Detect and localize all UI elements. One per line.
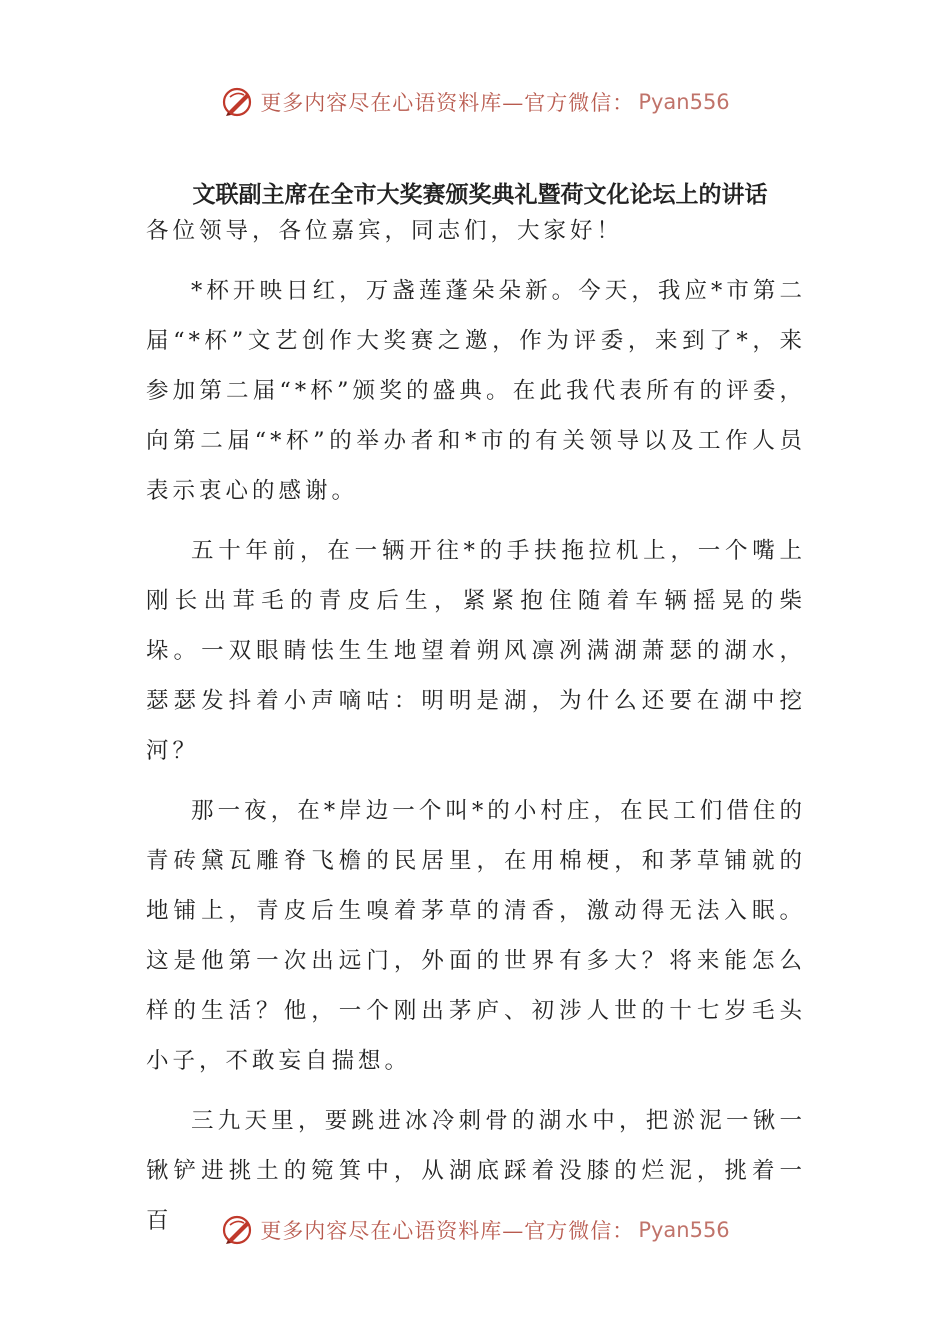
document-title: 文联副主席在全市大奖赛颁奖典礼暨荷文化论坛上的讲话: [192, 181, 768, 208]
pen-logo-icon: [220, 85, 254, 119]
banner-text: 更多内容尽在心语资料库—官方微信：: [260, 91, 635, 115]
pen-logo-icon: [220, 1213, 254, 1247]
paragraph: 三九天里，要跳进冰冷刺骨的湖水中，把淤泥一锹一锹铲进挑土的箢箕中，从湖底踩着没膝的烂泥，挑着一百: [146, 1108, 806, 1234]
paragraph: 那一夜，在*岸边一个叫*的小村庄，在民工们借住的青砖黛瓦雕脊飞檐的民居里，在用棉梗，和茅草铺就的地铺上，青皮后生嗅着茅草的清香，激动得无法入眠。这是他第一次出远门，外面的世界有多大？将来能怎么样的生活？他，一个刚出茅庐、初涉人世的十七岁毛头小子，不敢妄自揣想。: [146, 798, 806, 1074]
paragraph: 五十年前，在一辆开往*的手扶拖拉机上，一个嘴上刚长出茸毛的青皮后生，紧紧抱住随着车辆摇晃的柴垛。一双眼睛怯生生地望着朔风凛冽满湖萧瑟的湖水，瑟瑟发抖着小声嘀咕：明明是湖，为什么还要在湖中挖河？: [146, 538, 806, 764]
wechat-id: Pyan556: [638, 1218, 730, 1242]
banner-text: 更多内容尽在心语资料库—官方微信：: [260, 1219, 635, 1243]
greeting: 各位领导，各位嘉宾，同志们，大家好！: [146, 218, 624, 244]
paragraph: *杯开映日红，万盏莲蓬朵朵新。今天，我应*市第二届“*杯”文艺创作大奖赛之邀，作为评委，来到了*，来参加第二届“*杯”颁奖的盛典。在此我代表所有的评委，向第二届“*杯”的举办者和*市的有关领导以及工作人员表示衷心的感谢。: [146, 278, 806, 504]
footer-banner: [0, 1210, 950, 1250]
document-body: [146, 206, 806, 1256]
header-banner: [0, 82, 950, 122]
wechat-id: Pyan556: [638, 90, 730, 114]
